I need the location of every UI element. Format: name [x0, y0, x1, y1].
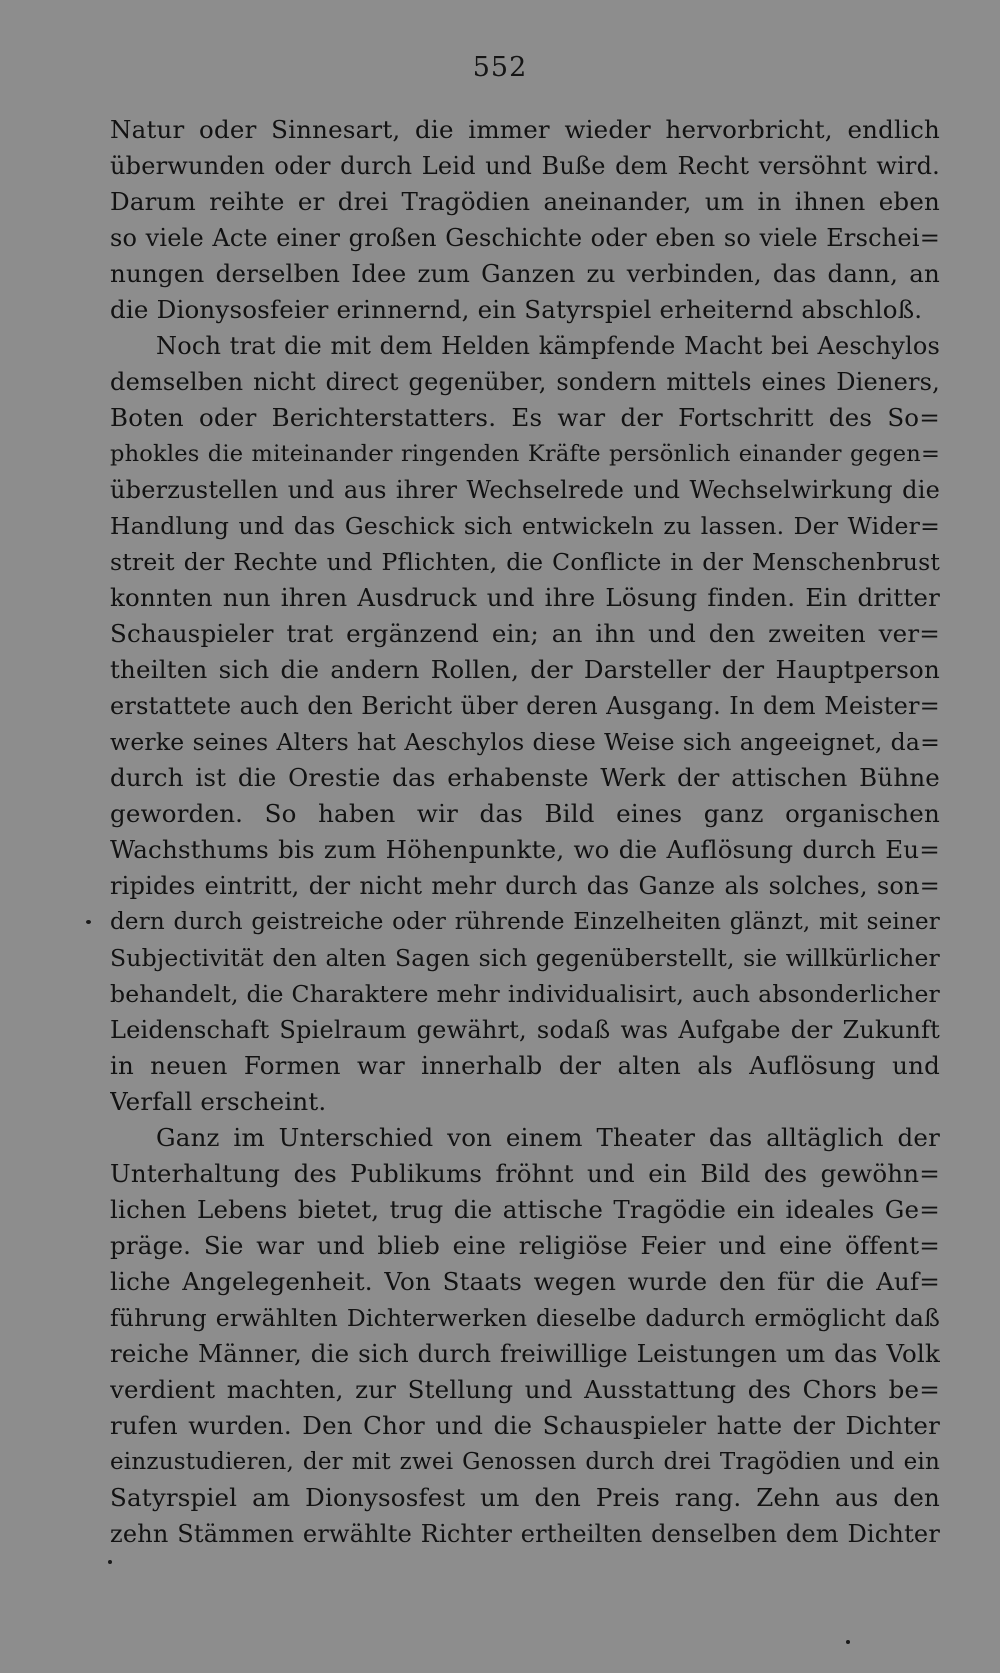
text-line: die Dionysosfeier erinnernd, ein Satyrspiel erheiternd abschloß.	[110, 295, 923, 324]
text-line: Boten oder Berichterstatters. Es war der Fortschritt des So=	[110, 403, 940, 432]
text-line: rufen wurden. Den Chor und die Schauspieler hatte der Dichter	[110, 1411, 940, 1440]
text-line: streit der Rechte und Pflichten, die Conflicte in der Menschenbrust	[110, 548, 940, 576]
text-line: Darum reihte er drei Tragödien aneinander, um in ihnen eben	[110, 187, 940, 216]
text-line: einzustudieren, der mit zwei Genossen durch drei Tragödien und ein	[110, 1449, 940, 1475]
text-line: lichen Lebens bietet, trug die attische Tragödie ein ideales Ge=	[110, 1195, 940, 1224]
text-line: Verfall erscheint.	[110, 1087, 327, 1116]
page-number: 552	[472, 52, 528, 83]
text-line: Ganz im Unterschied von einem Theater das alltäglich der	[156, 1123, 940, 1152]
text-line: in neuen Formen war innerhalb der alten als Auflösung und	[110, 1051, 940, 1080]
ink-speck	[108, 1560, 112, 1564]
text-line: Handlung und das Geschick sich entwickeln zu lassen. Der Wider=	[110, 512, 940, 540]
text-line: Satyrspiel am Dionysosfest um den Preis rang. Zehn aus den	[110, 1483, 940, 1512]
ink-speck	[846, 1640, 850, 1644]
text-line: demselben nicht direct gegenüber, sondern mittels eines Dieners,	[110, 368, 940, 396]
text-line: behandelt, die Charaktere mehr individualisirt, auch absonderlicher	[110, 980, 940, 1008]
ink-speck	[86, 920, 91, 924]
text-line: Wachsthums bis zum Höhenpunkte, wo die Auflösung durch Eu=	[110, 835, 940, 864]
text-line: so viele Acte einer großen Geschichte oder eben so viele Erschei=	[110, 224, 940, 252]
text-line: dern durch geistreiche oder rührende Einzelheiten glänzt, mit seiner	[110, 909, 940, 935]
text-line: Natur oder Sinnesart, die immer wieder hervorbricht, endlich	[110, 115, 940, 144]
text-line: führung erwählten Dichterwerken dieselbe dadurch ermöglicht daß	[110, 1304, 940, 1332]
text-line: Unterhaltung des Publikums fröhnt und ein Bild des gewöhn=	[110, 1159, 940, 1188]
text-line: phokles die miteinander ringenden Kräfte persönlich einander gegen=	[110, 441, 940, 467]
text-line: Subjectivität den alten Sagen sich gegenüberstellt, sie willkürlicher	[110, 944, 940, 972]
text-line: zehn Stämmen erwählte Richter ertheilten denselben dem Dichter	[110, 1520, 940, 1548]
text-line: Leidenschaft Spielraum gewährt, sodaß was Aufgabe der Zukunft	[110, 1016, 940, 1044]
body-text	[110, 112, 940, 1552]
text-line: werke seines Alters hat Aeschylos diese Weise sich angeeignet, da=	[110, 728, 940, 756]
text-line: verdient machten, zur Stellung und Ausstattung des Chors be=	[110, 1375, 940, 1404]
text-line: theilten sich die andern Rollen, der Darsteller der Hauptperson	[110, 655, 940, 684]
text-line: liche Angelegenheit. Von Staats wegen wurde den für die Auf=	[110, 1267, 940, 1296]
text-line: durch ist die Orestie das erhabenste Werk der attischen Bühne	[110, 763, 940, 792]
text-line: Noch trat die mit dem Helden kämpfende Macht bei Aeschylos	[156, 332, 940, 360]
text-line: Schauspieler trat ergänzend ein; an ihn und den zweiten ver=	[110, 619, 940, 648]
text-line: präge. Sie war und blieb eine religiöse Feier und eine öffent=	[110, 1231, 940, 1260]
text-line: ripides eintritt, der nicht mehr durch das Ganze als solches, son=	[110, 872, 940, 900]
text-line: überzustellen und aus ihrer Wechselrede und Wechselwirkung die	[110, 476, 940, 504]
text-line: geworden. So haben wir das Bild eines ganz organischen	[110, 799, 940, 828]
text-line: reiche Männer, die sich durch freiwillige Leistungen um das Volk	[110, 1339, 940, 1368]
text-line: nungen derselben Idee zum Ganzen zu verbinden, das dann, an	[110, 259, 940, 288]
text-line: überwunden oder durch Leid und Buße dem Recht versöhnt wird.	[110, 152, 940, 180]
text-line: erstattete auch den Bericht über deren Ausgang. In dem Meister=	[110, 692, 940, 720]
text-line: konnten nun ihren Ausdruck und ihre Lösung finden. Ein dritter	[110, 583, 940, 612]
